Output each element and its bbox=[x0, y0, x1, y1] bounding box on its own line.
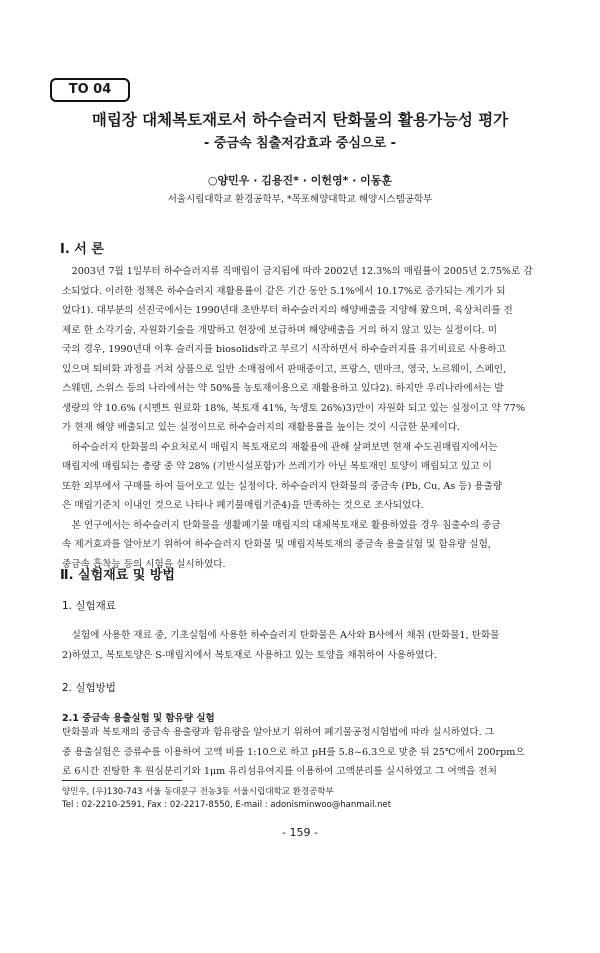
intro-heading: Ⅰ. 서 론 bbox=[60, 242, 104, 257]
methods-subheading: 2. 실험방법 bbox=[62, 682, 116, 694]
intro-body bbox=[62, 262, 554, 574]
paper-subtitle: - 중금속 침출저감효과 중심으로 - bbox=[203, 136, 397, 151]
text-line: 본 연구에서는 하수슬러지 탄화물을 생활폐기물 매립지의 대체복토재로 활용하였을 경우 침출수의 중금 bbox=[71, 519, 501, 531]
footnote-address: 양민우, (우)130-743 서울 동대문구 전농3동 서울시립대학교 환경공학부 bbox=[62, 787, 334, 797]
text-line: 하수슬러지 탄화물의 수요처로서 매립지 복토재로의 재활용에 관해 살펴보면 현재 수도권매립지에서는 bbox=[71, 441, 498, 453]
text-line: 스웨덴, 스위스 등의 나라에서는 약 50%를 농토재이용으로 재활용하고 있다2). 하지만 우리나라에서는 발 bbox=[62, 383, 504, 394]
page-number: - 159 - bbox=[282, 826, 318, 839]
text-line: 국의 경우, 1990년대 이후 슬러지를 biosolids라고 부르기 시작하면서 하수슬러지를 유기비료로 사용하고 bbox=[62, 344, 506, 355]
text-line: 매립지에 매립되는 총량 중 약 28% (기반시설포함)가 쓰레기가 아닌 복토재인 토양이 매립되고 있고 이 bbox=[62, 461, 492, 472]
text-line: 로 6시간 진탕한 후 원심분리기와 1μm 유리섬유여지를 이용하여 고액분리를 실시하였고 그 여액을 전처 bbox=[62, 766, 497, 777]
text-line: 속 제거효과를 알아보기 위하여 하수슬러지 탄화물 및 매립지복토재의 중금속 용출실험 및 함유량 실험, bbox=[62, 539, 491, 550]
methods-body bbox=[62, 723, 554, 782]
author-list: ○양민우 · 김용진* · 이헌영* · 이동훈 bbox=[207, 174, 393, 187]
leaching-subheading: 2.1 중금속 용출실험 및 함유량 실험 bbox=[62, 713, 215, 724]
text-line: 중 용출실험은 증류수를 이용하여 고액 비를 1:10으로 하고 pH를 5.8~6.3으로 맞춘 뒤 25℃에서 200rpm으 bbox=[62, 746, 525, 758]
text-line: 제로 한 소각기술, 자원화기술을 개발하고 현장에 보급하며 해양배출을 거의 하지 않고 있는 실정이다. 미 bbox=[62, 324, 497, 336]
text-line: 탄화물과 복토재의 중금속 용출량과 함유량을 알아보기 위하여 폐기물공정시험법에 따라 실시하였다. 그 bbox=[62, 727, 495, 738]
materials-subheading: 1. 실험재료 bbox=[62, 600, 116, 612]
text-line: 은 매립기준치 이내인 것으로 나타나 폐기물매립기준4)을 만족하는 것으로 조사되었다. bbox=[62, 500, 424, 511]
text-line: 있으며 퇴비화 과정을 거쳐 상품으로 일반 소매점에서 판매중이고, 프랑스, 덴마크, 영국, 노르웨이, 스페인, bbox=[62, 363, 507, 375]
text-line: 실험에 사용한 재료 중, 기초실험에 사용한 하수슬러지 탄화물은 A사와 B사에서 채취 (탄화물1, 탄화물 bbox=[71, 630, 500, 641]
text-line: 었다1). 대부분의 선진국에서는 1990년대 초반부터 하수슬러지의 해양배출을 지양해 왔으며, 육상처리를 전 bbox=[62, 305, 513, 316]
text-line: 2003년 7월 1일부터 하수슬러지류 직매립이 금지됨에 따라 2002년 12.3%의 매립률이 2005년 2.75%로 감 bbox=[71, 266, 533, 277]
text-line: 생량의 약 10.6% (시멘트 원료화 18%, 복토재 41%, 녹생토 26%)3)만이 자원화 되고 있는 실정이고 약 77% bbox=[62, 402, 525, 414]
footnote-contact: Tel : 02-2210-2591, Fax : 02-2217-8550, E-mail : adonisminwoo@hanmail.net bbox=[62, 800, 392, 810]
text-line: 또한 외부에서 구매를 하여 들어오고 있는 실정이다. 하수슬러지 탄화물의 중금속 (Pb, Cu, As 등) 용출량 bbox=[62, 480, 503, 492]
text-line: 중금속 흡착능 등의 시험을 실시하였다. bbox=[62, 558, 226, 570]
materials-body bbox=[62, 626, 554, 665]
methods-heading: Ⅱ. 실험재료 및 방법 bbox=[60, 568, 175, 583]
text-line: 가 현재 해양 배출되고 있는 실정이므로 하수슬러지의 재활용률을 높이는 것이 시급한 문제이다. bbox=[62, 422, 461, 433]
text-line: 2)하였고, 복토토양은 S-매립지에서 복토재로 사용하고 있는 토양을 채취하여 사용하였다. bbox=[62, 649, 437, 661]
affiliation: 서울시립대학교 환경공학부, *목포해양대학교 해양시스템공학부 bbox=[167, 194, 433, 205]
footnote-rule bbox=[62, 780, 182, 781]
paper-title: 매립장 대체복토재로서 하수슬러지 탄화물의 활용가능성 평가 bbox=[91, 111, 509, 129]
session-tag: TO 04 bbox=[50, 78, 130, 102]
text-line: 소되었다. 이러한 정책은 하수슬러지 재활용률이 같은 기간 동안 5.1%에서 10.17%로 증가되는 계기가 되 bbox=[62, 285, 506, 297]
